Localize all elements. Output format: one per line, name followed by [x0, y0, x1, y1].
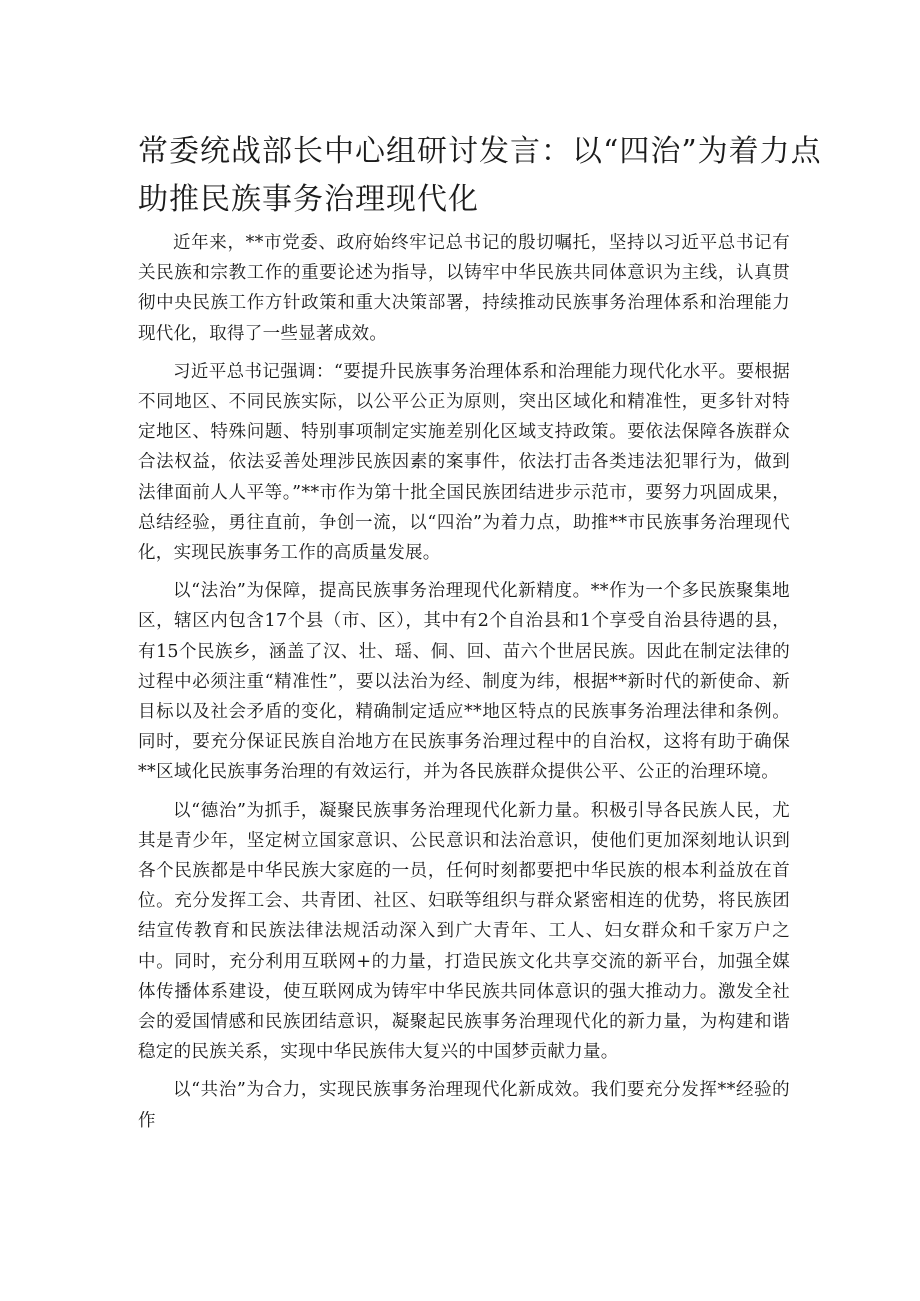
title-line-2: 助推民族事务治理现代化 — [138, 182, 479, 217]
document-title — [138, 128, 822, 224]
paragraph-rule-of-law: 以“法治”为保障，提高民族事务治理现代化新精度。**作为一个多民族聚集地区，辖区内包含17个县（市、区），其中有2个自治县和1个享受自治县待遇的县，有15个民族乡，涵盖了汉、壮、瑶、侗、回、苗六个世居民族。因此在制定法律的过程中必须注重“精准性”，要以法治为经、制度为纬，根据**新时代的新使命、新目标以及社会矛盾的变化，精确制定适应**地区特点的民族事务治理法律和条例。同时，要充分保证民族自治地方在民族事务治理过程中的自治权，这将有助于确保**区域化民族事务治理的有效运行，并为各民族群众提供公平、公正的治理环境。 — [138, 581, 790, 783]
title-line-1: 常委统战部长中心组研讨发言：以“四治”为着力点 — [138, 134, 822, 169]
document-body — [138, 228, 790, 1144]
paragraph-quote: 习近平总书记强调：“要提升民族事务治理体系和治理能力现代化水平。要根据不同地区、不同民族实际，以公平公正为原则，突出区域化和精准性，更多针对特定地区、特殊问题、特别事项制定实施差别化区域支持政策。要依法保障各族群众合法权益，依法妥善处理涉民族因素的案事件，依法打击各类违法犯罪行为，做到法律面前人人平等。”**市作为第十批全国民族团结进步示范市，要努力巩固成果，总结经验，勇往直前，争创一流，以“四治”为着力点，助推**市民族事务治理现代化，实现民族事务工作的高质量发展。 — [138, 361, 790, 564]
paragraph-co-governance: 以“共治”为合力，实现民族事务治理现代化新成效。我们要充分发挥**经验的作 — [138, 1080, 790, 1131]
paragraph-intro: 近年来，**市党委、政府始终牢记总书记的殷切嘱托，坚持以习近平总书记有关民族和宗教工作的重要论述为指导，以铸牢中华民族共同体意识为主线，认真贯彻中央民族工作方针政策和重大决策部署，持续推动民族事务治理体系和治理能力现代化，取得了一些显著成效。 — [138, 233, 790, 344]
paragraph-rule-of-virtue: 以“德治”为抓手，凝聚民族事务治理现代化新力量。积极引导各民族人民，尤其是青少年，坚定树立国家意识、公民意识和法治意识，使他们更加深刻地认识到各个民族都是中华民族大家庭的一员，任何时刻都要把中华民族的根本利益放在首位。充分发挥工会、共青团、社区、妇联等组织与群众紧密相连的优势，将民族团结宣传教育和民族法律法规活动深入到广大青年、工人、妇女群众和千家万户之中。同时，充分利用互联网+的力量，打造民族文化共享交流的新平台，加强全媒体传播体系建设，使互联网成为铸牢中华民族共同体意识的强大推动力。激发全社会的爱国情感和民族团结意识，凝聚起民族事务治理现代化的新力量，为构建和谐稳定的民族关系，实现中华民族伟大复兴的中国梦贡献力量。 — [138, 800, 790, 1063]
